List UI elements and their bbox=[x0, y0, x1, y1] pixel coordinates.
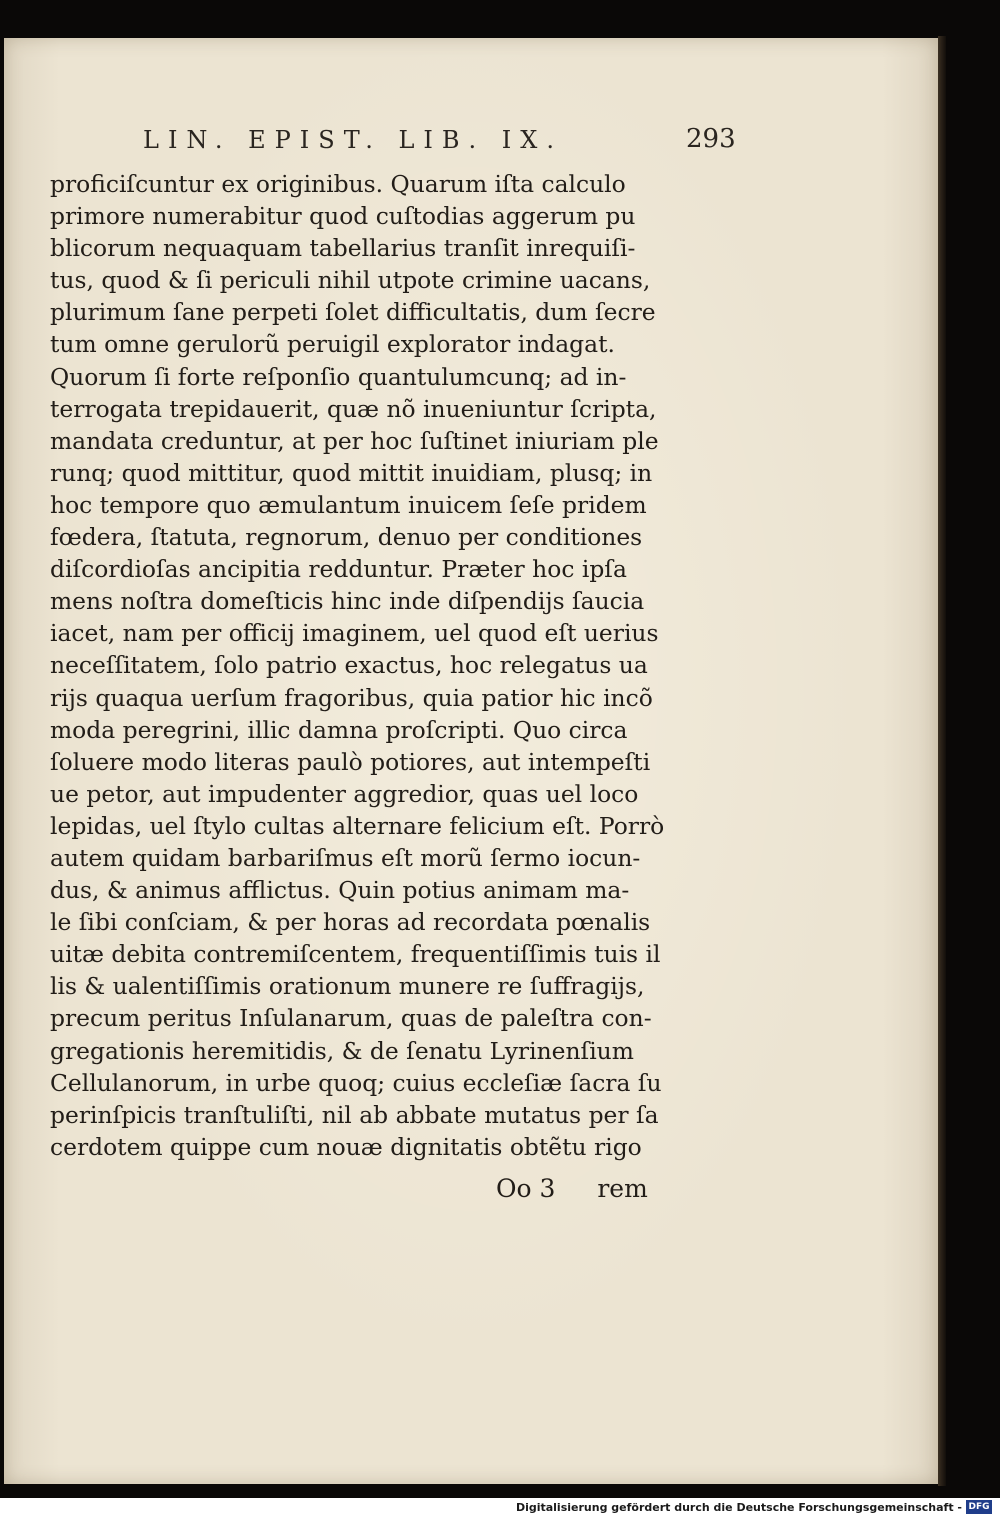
text-line: primore numerabitur quod cuſtodias aggerum pu bbox=[50, 202, 636, 231]
text-line: proficiſcuntur ex originibus. Quarum iſta calculo bbox=[50, 170, 626, 198]
text-line: uitæ debita contremiſcentem, frequentiſſimis tuis il bbox=[50, 940, 661, 969]
text-line: mandata creduntur, at per hoc ſuſtinet iniuriam ple bbox=[50, 426, 659, 455]
signature-mark: Oo 3 bbox=[496, 1174, 556, 1203]
body-text bbox=[50, 168, 690, 1163]
text-line: le ſibi conſciam, & per horas ad recordata pœnalis bbox=[50, 908, 651, 937]
text-line: tum omne gerulorũ peruigil explorator indagat. bbox=[50, 330, 615, 359]
text-line: Cellulanorum, in urbe quoq; cuius eccleſiæ ſacra ſu bbox=[50, 1068, 662, 1097]
dfg-logo-icon: DFG bbox=[966, 1500, 992, 1514]
running-head: LIN. EPIST. LIB. IX. bbox=[143, 126, 563, 154]
text-line: lis & ualentiſſimis orationum munere re ſuffragijs, bbox=[50, 972, 645, 1001]
text-line: runq; quod mittitur, quod mittit inuidiam, plusq; in bbox=[50, 458, 653, 487]
footer-bar bbox=[0, 1498, 1000, 1518]
text-line: autem quidam barbariſmus eſt morũ ſermo iocun- bbox=[50, 843, 641, 872]
text-line: ue petor, aut impudenter aggredior, quas uel loco bbox=[50, 779, 639, 808]
text-line: cerdotem quippe cum nouæ dignitatis obtẽtu rigo bbox=[50, 1132, 642, 1161]
text-line: dus, & animus afflictus. Quin potius animam ma- bbox=[50, 876, 630, 905]
text-line: diſcordioſas ancipitia redduntur. Præter hoc ipſa bbox=[50, 555, 627, 584]
text-line: mens noſtra domeſticis hinc inde diſpendijs ſaucia bbox=[50, 587, 645, 616]
text-line: lepidas, uel ſtylo cultas alternare felicium eſt. Porrò bbox=[50, 811, 665, 840]
text-line: precum peritus Inſulanarum, quas de paleſtra con- bbox=[50, 1004, 652, 1033]
text-line: neceſſitatem, ſolo patrio exactus, hoc relegatus ua bbox=[50, 651, 648, 680]
text-line: fœdera, ſtatuta, regnorum, denuo per conditiones bbox=[50, 523, 643, 552]
text-line: terrogata trepidauerit, quæ nõ inueniuntur ſcripta, bbox=[50, 394, 657, 423]
page-edge bbox=[938, 36, 946, 1486]
footer-credit: Digitalisierung gefördert durch die Deutsche Forschungsgemeinschaft - bbox=[515, 1501, 962, 1514]
text-line: Quorum ſi forte reſponſio quantulumcunq; ad in- bbox=[50, 362, 627, 391]
text-line: tus, quod & ſi periculi nihil utpote crimine uacans, bbox=[50, 266, 651, 295]
folio-number: 293 bbox=[686, 124, 736, 154]
text-line: blicorum nequaquam tabellarius tranſit inrequiſi- bbox=[50, 234, 636, 263]
text-line: rijs quaqua uerſum fragoribus, quia patior hic incõ bbox=[50, 683, 653, 712]
catchword: rem bbox=[597, 1174, 648, 1203]
text-line: plurimum ſane perpeti ſolet difficultatis, dum ſecre bbox=[50, 298, 656, 327]
text-line: gregationis heremitidis, & de ſenatu Lyrinenſium bbox=[50, 1036, 634, 1065]
text-line: iacet, nam per officij imaginem, uel quod eſt uerius bbox=[50, 619, 659, 648]
text-line: ſoluere modo literas paulò potiores, aut intempeſti bbox=[50, 747, 651, 776]
text-line: hoc tempore quo æmulantum inuicem ſeſe pridem bbox=[50, 490, 647, 519]
text-line: moda peregrini, illic damna proſcripti. Quo circa bbox=[50, 715, 628, 744]
text-line: perinſpicis tranſtuliſti, nil ab abbate mutatus per ſa bbox=[50, 1100, 659, 1129]
signature-line bbox=[496, 1174, 648, 1203]
